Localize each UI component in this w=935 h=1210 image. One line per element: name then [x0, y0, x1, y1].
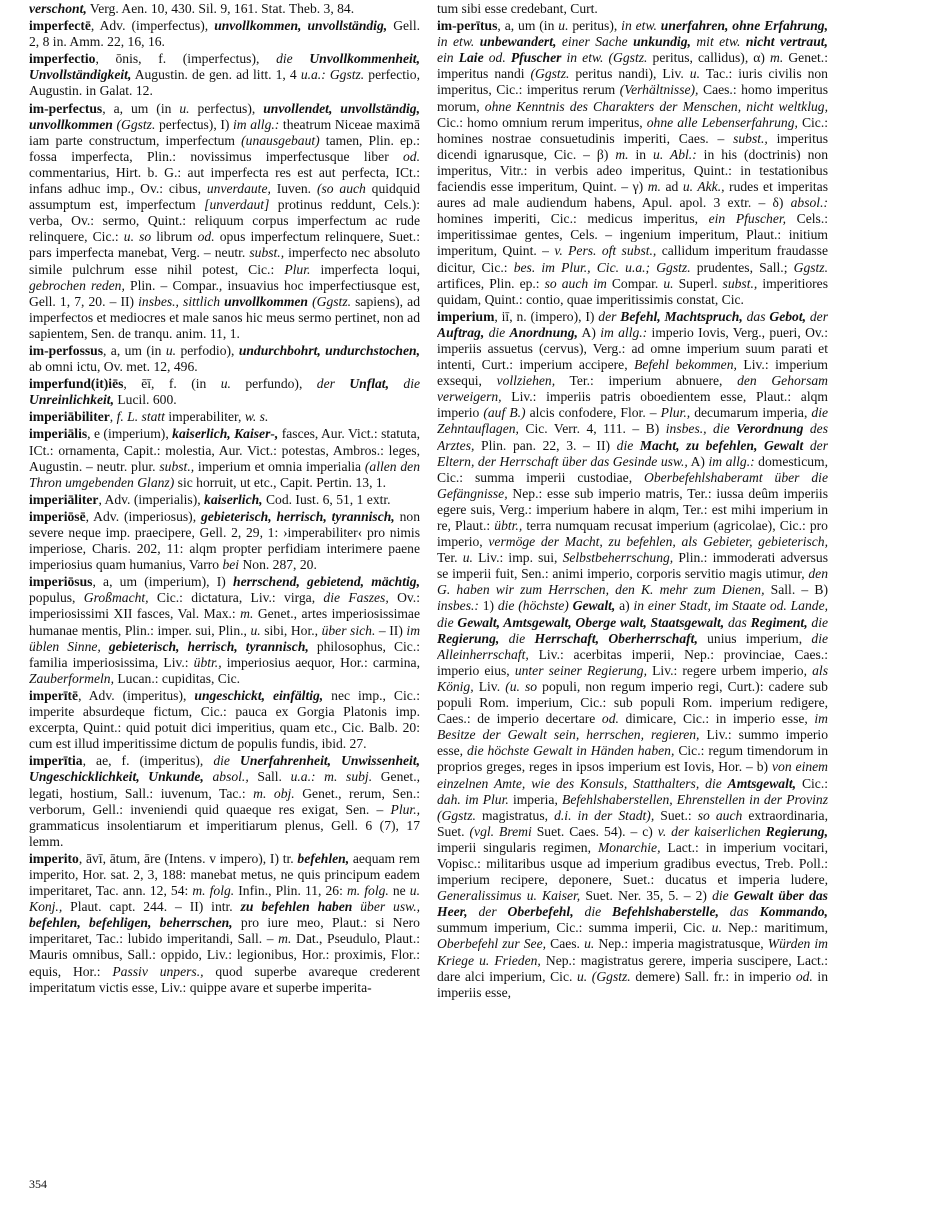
dictionary-entry: imperium, iī, n. (impero), I) der Befehl, Machtspruch, das Gebot, der Auftrag, die Anordnung, A) im allg.: imperio Iovis, Verg., pueri, Ov.: imperiis assuetus (cervus), Verg.: ad omne imperium suum parati et intenti, Curt.: imperium accipere, Befehl bekommen, Liv.: imperium exsequi, vollziehen, Ter.: imperium abnuere, den Gehorsam verweigern, Liv.: imperiis patris oboedientem esse, Plaut.: alqm imperio (auf B.) alcis confodere, Flor. – Plur., decumarum imperia, die Zehntauflagen, Cic. Verr. 4, 111. – B) insbes., die Verordnung des Arztes, Plin. pan. 22, 3. – II) die Macht, zu befehlen, Gewalt der Eltern, der Herrschaft über das Gesinde usw., A) im allg.: domesticum, Cic.: summa imperii custodiae, Oberbefehlshaberamt über die Gefängnisse, Nep.: esse sub imperio matris, Ter.: iussa deûm imperiis egere suis, Verg.: imperium habere in alqm, Ter.: est mihi imperium in re, Plaut.: übtr., terra numquam recusat imperium (agricolae), Cic.: pro imperio, vermöge der Macht, zu befehlen, als Gebieter, gebieterisch, Ter. u. Liv.: imp. sui, Selbstbeherrschung, Plin.: immoderati adversus se imperii fuit, Sen.: animi imperio, corporis servitio magis utimur, den G. haben wir zum Herrschen, den K. mehr zum Dienen, Sall. – B) insbes.: 1) die (höchste) Gewalt, a) in einer Stadt, im Staate od. Lande, die Gewalt, Amtsgewalt, Oberge walt, Staatsgewalt, das Regiment, die Regierung, die Herrschaft, Oberherrschaft, unius imperium, die Alleinherrschaft, Liv.: acerbitas imperii, Nep.: provinciae, Caes.: imperio eius, unter seiner Regierung, Liv.: regere urbem imperio, als König, Liv. (u. so populi, non regum imperio regi, Curt.): cadere sub populi Rom. imperium, Cic.: sub populi Rom. imperium redigere, Caes.: de imperio decertare od. dimicare, Cic.: in imperio esse, im Besitze der Gewalt sein, herrschen, regieren, Liv.: summo imperio esse, die höchste Gewalt in Händen haben, Cic.: regum timendorum in proprios greges, reges in ipsos imperium est Iovis, Hor. – b) von einem einzelnen Amte, wie des Konsuls, Statthalters, die Amtsgewalt, Cic.: dah. im Plur. imperia, Befehlshaberstellen, Ehrenstellen in der Provinz (Ggstz. magistratus, d.i. in der Stadt), Suet.: so auch extraordinaria, Suet. (vgl. Bremi Suet. Caes. 54). – c) v. der kaiserlichen Regierung, imperii singularis regimen, Monarchie, Lact.: in imperium vocitari, Vopisc.: militaribus usque ad imperium gradibus evectus, Treb. Poll.: imperium recipere, deponere, Suet.: ducatus et imperia ludere, Generalissimus u. Kaiser, Suet. Ner. 35, 5. – 2) die Gewalt über das Heer, der Oberbefehl, die Befehlshaberstelle, das Kommando, summum imperium, Cic.: summa imperii, Cic. u. Nep.: maritimum, Oberbefehl zur See, Caes. u. Nep.: imperia magistratusque, Würden im Kriege u. Frieden, Nep.: magistratus gerere, imperia suscipere, Lact.: dare alci imperium, Cic. u. (Ggstz. demere) Sall. fr.: in imperio od. in imperiis esse, — [437, 308, 828, 1000]
dictionary-entry: tum sibi esse credebant, Curt. — [437, 1, 598, 16]
dictionary-entry: imperito, āvī, ātum, āre (Intens. v impero), I) tr. befehlen, aequam rem imperito, Hor. sat. 2, 3, 188: manebat metus, ne quis principum eadem imperitaret, Tac. ann. 12, 54: m. folg. Infin., Plin. 11, 26: m. folg. ne u. Konj., Plaut. capt. 244. – II) intr. zu befehlen haben über usw., befehlen, befehligen, beherrschen, pro iure meo, Plaut.: si Nero imperitaret, Tac.: lubido imperitandi, Sall. – m. Dat., Pseudulo, Plaut.: Mauris omnibus, Sall.: oppido, Liv.: legionibus, Hor.: proximis, Flor.: equis, Hor.: Passiv unpers., quod superbe avareque crederent imperitatum victis esse, Liv.: quippe avare et superbe imperita- — [29, 850, 420, 995]
dictionary-entry: im-perfossus, a, um (in u. perfodio), undurchbohrt, undurchstochen, ab omni ictu, Ov. met. 12, 496. — [29, 342, 420, 375]
dictionary-entry: imperfectio, ōnis, f. (imperfectus), die Unvollkommenheit, Unvollständigkeit, Augustin. de gen. ad litt. 1, 4 u.a.: Ggstz. perfectio, Augustin. in Galat. 12. — [29, 51, 420, 99]
dictionary-entry: im-perfectus, a, um (in u. perfectus), unvollendet, unvollständig, unvollkommen (Ggstz. perfectus), I) im allg.: theatrum Niceae maximā iam parte constructum, imperfectum (unausgebaut) tamen, Plin. ep.: fossa imperfecta, Plin.: novissimus imperfectusque liber od. commentarius, Hirt. b. G.: aut imperfecta res est aut perfecta, ICt.: infans adhuc imp., Ov.: cibus, unverdaute, Iuven. (so auch quidquid assumptum est, imperfectum [unverdaut] protinus reddunt, Cels.): verba, Ov.: sermo, Quint.: reliquum corpus imperfectum ac rude relinquere, Cic.: u. so librum od. opus imperfectum relinquere, Suet.: pars imperfecta manebat, Verg. – neutr. subst., imperfecto nec absoluto simile pulchrum esse nihil potest, Cic.: Plur. imperfecta loqui, gebrochen reden, Plin. – Compar., insuavius hoc imperfectiusque est, Gell. 1, 7, 20. – II) insbes., sittlich unvollkommen (Ggstz. sapiens), ad imperfectos et mediocres et male sanos hic meus sermo pertinet, non ad sapientem, Sen. de tranqu. anim. 11, 1. — [29, 100, 420, 341]
dictionary-entry: imperfectē, Adv. (imperfectus), unvollkommen, unvollständig, Gell. 2, 8 in. Amm. 22, 16, 16. — [29, 18, 420, 50]
left-column — [29, 1, 420, 1176]
dictionary-entry: imperītē, Adv. (imperitus), ungeschickt, einfältig, nec imp., Cic.: imperite absurdeque fictum, Cic.: pauca ex Gorgia Platonis imp. excerpta, Quint.: quid potuit dici imperitius, quam etc., Cic. Balb. 20: cum est illud imperitissime dictum de populis fundis, ibid. 27. — [29, 687, 420, 752]
dictionary-entry: imperiāliter, Adv. (imperialis), kaiserlich, Cod. Iust. 6, 51, 1 extr. — [29, 491, 391, 507]
dictionary-entry: imperītia, ae, f. (imperitus), die Unerfahrenheit, Unwissenheit, Ungeschicklichkeit, Unkunde, absol., Sall. u.a.: m. subj. Genet., legati, hostium, Sall.: iuvenum, Tac.: m. obj. Genet., rerum, Sen.: verborum, Gell.: inveniendi quid quaeque res exigat, Sen. – Plur., grammaticus insolentiarum et imperitiarum plenus, Gell. 6 (7), 17 lemm. — [29, 753, 420, 849]
page-number: 354 — [29, 1177, 47, 1191]
dictionary-entry: imperiābiliter, f. L. statt imperabiliter, w. s. — [29, 409, 269, 425]
dictionary-entry: imperiōsus, a, um (imperium), I) herrschend, gebietend, mächtig, populus, Großmacht, Cic.: dictatura, Liv.: virga, die Faszes, Ov.: imperiosissimi XII fasces, Val. Max.: m. Genet., artes imperiosissimae humanae mentis, Plin.: imper. sui, Plin., u. sibi, Hor., über sich. – II) im üblen Sinne, gebieterisch, herrisch, tyrannisch, philosophus, Cic.: familia imperiosissima, Liv.: übtr., imperiosius aequor, Hor.: carmina, Zauberformeln, Lucan.: cupiditas, Cic. — [29, 574, 420, 686]
dictionary-entry: im-perītus, a, um (in u. peritus), in etw. unerfahren, ohne Erfahrung, in etw. unbewandert, einer Sache unkundig, mit etw. nicht vertraut, ein Laie od. Pfuscher in etw. (Ggstz. peritus, callidus), α) m. Genet.: imperitus nandi (Ggstz. peritus nandi), Liv. u. Tac.: iuris civilis non imperitus, Cic.: imperitus rerum (Verhältnisse), Caes.: homo imperitus morum, ohne Kenntnis des Charakters der Menschen, nicht weltklug, Cic.: homo omnium rerum imperitus, ohne alle Lebenserfahrung, Cic.: homines nostrae consuetudinis imperiti, Caes. – subst., imperitus dicendi ignarusque, Cic. – β) m. in u. Abl.: in his (doctrinis) non imperitus, Vitr.: in verbis adeo imperitus, Quint.: in testationibus faciendis esse imperitum, Quint. – γ) m. ad u. Akk., rudes et imperitas aures ad male audiendum habens, Apul. apol. 3 extr. – δ) absol.: homines imperiti, Cic.: medicus imperitus, ein Pfuscher, Cels.: imperitissimae gentes, Cels. – ingenium imperitum, Plaut.: initium imperitum, Quint. – v. Pers. oft subst., callidum imperitum fraudasse dicitur, Cic.: bes. im Plur., Cic. u.a.; Ggstz. prudentes, Sall.; Ggstz. artifices, Plin. ep.: so auch im Compar. u. Superl. subst., imperitiores quidam, Quint.: contio, quae imperitissimis constat, Cic. — [437, 18, 828, 307]
dictionary-entry: imperiālis, e (imperium), kaiserlich, Kaiser-, fasces, Aur. Vict.: statuta, ICt.: ornamenta, Capit.: molestia, Aur. Vict.: potestas, Ambros.: leges, Augustin. – neutr. plur. subst., imperium et omnia imperialia (allen den Thron umgebenden Glanz) sic horruit, ut etc., Capit. Pertin. 13, 1. — [29, 426, 420, 490]
right-column — [437, 1, 828, 1176]
dictionary-entry: imperiōsē, Adv. (imperiosus), gebieterisch, herrisch, tyrannisch, non severe neque imp. praecipere, Gell. 2, 29, 1: ›imperabiliter‹ pro nimis imperiose, Charis. 202, 11: alqm propter perfidiam interimere paene imperiosius quam humanius, Varro bei Non. 287, 20. — [29, 508, 420, 573]
dictionary-entry: imperfund(it)iēs, ēī, f. (in u. perfundo), der Unflat, die Unreinlichkeit, Lucil. 600. — [29, 376, 420, 408]
dictionary-entry: verschont, Verg. Aen. 10, 430. Sil. 9, 161. Stat. Theb. 3, 84. — [29, 1, 355, 16]
